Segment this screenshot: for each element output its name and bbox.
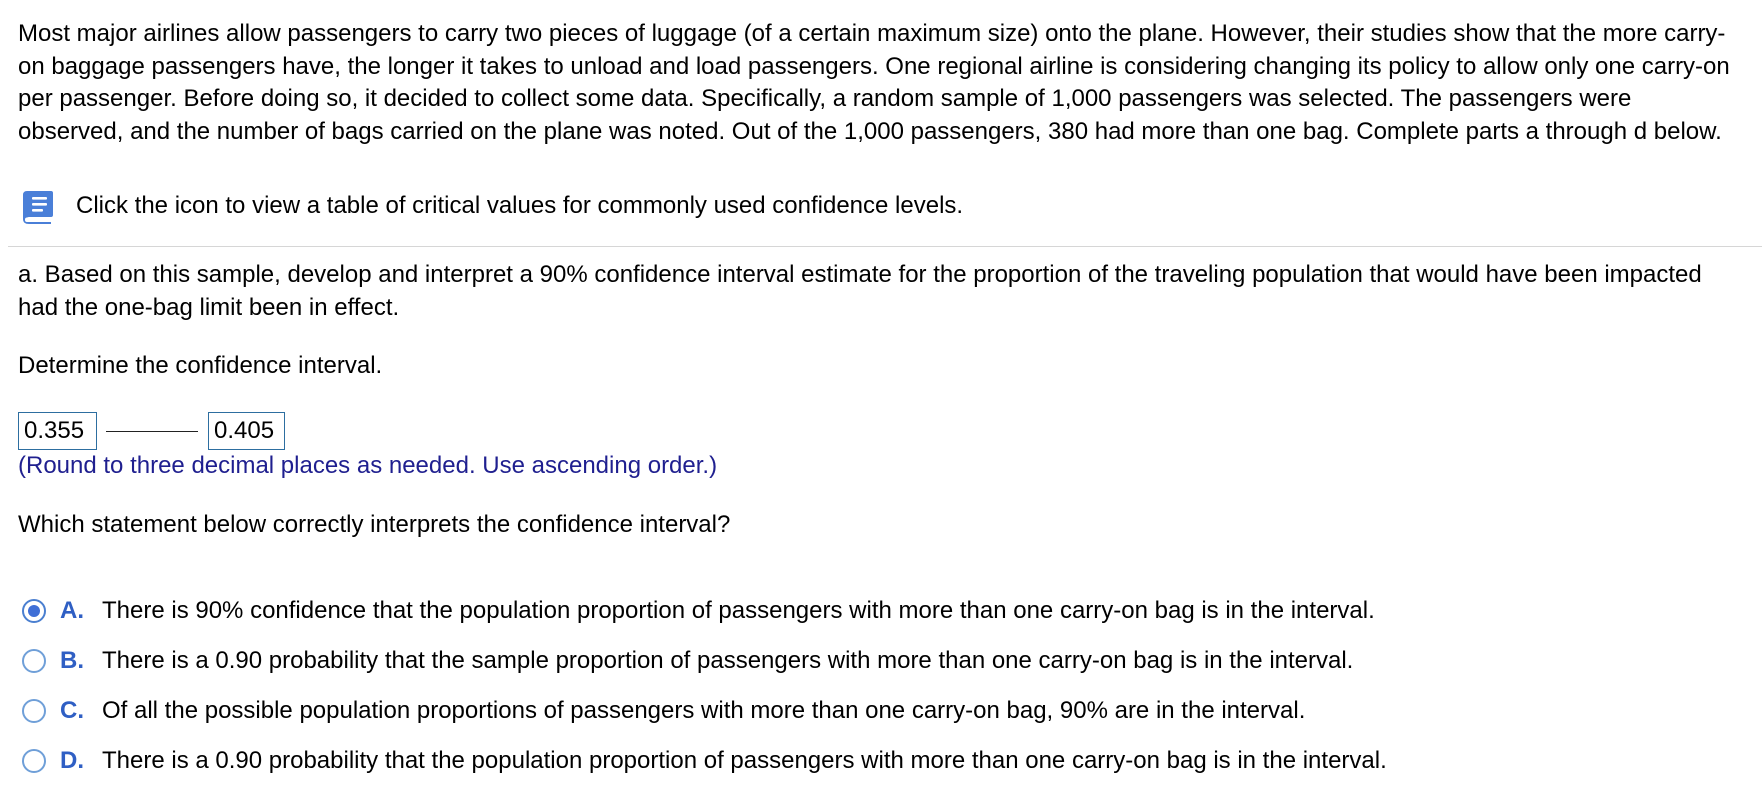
option-c-letter: C.	[60, 697, 84, 724]
option-d-text: There is a 0.90 probability that the population proportion of passengers with more than one carry-on bag is in the interval.	[102, 747, 1387, 774]
confidence-interval-inputs	[18, 412, 285, 450]
book-icon-graphic	[18, 186, 58, 226]
critical-values-link-text: Click the icon to view a table of critical values for commonly used confidence levels.	[76, 192, 964, 219]
option-b-letter: B.	[60, 647, 84, 674]
option-a-letter: A.	[60, 597, 84, 624]
radio-option-a[interactable]	[22, 599, 46, 623]
problem-intro-text: Most major airlines allow passengers to carry two pieces of luggage (of a certain maximum size) onto the plane. However, their studies show that the more carry-on baggage passengers have, the longer it takes to unload and load passengers. One regional airline is considering changing its policy to allow only one carry-on per passenger. Before doing so, it decided to collect some data. Specifically, a random sample of 1,000 passengers was selected. The passengers were observed, and the number of bags carried on the plane was noted. Out of the 1,000 passengers, 380 had more than one bag. Complete parts a through d below.	[18, 20, 1730, 145]
section-divider	[8, 246, 1762, 247]
option-a[interactable]	[22, 586, 1742, 636]
interpretation-options	[22, 586, 1742, 786]
option-a-text: There is 90% confidence that the population proportion of passengers with more than one carry-on bag is in the interval.	[102, 597, 1375, 624]
option-d[interactable]	[22, 736, 1742, 786]
part-a-question: a. Based on this sample, develop and interpret a 90% confidence interval estimate for the proportion of the traveling population that would have been impacted had the one-bag limit been in effect.	[18, 261, 1702, 321]
book-icon[interactable]	[18, 186, 58, 226]
option-c[interactable]	[22, 686, 1742, 736]
interval-lower-input[interactable]: 0.355	[18, 412, 97, 450]
interpretation-prompt: Which statement below correctly interprets the confidence interval?	[18, 511, 731, 538]
option-b-text: There is a 0.90 probability that the sample proportion of passengers with more than one carry-on bag is in the interval.	[102, 647, 1354, 674]
radio-option-b[interactable]	[22, 649, 46, 673]
option-c-text: Of all the possible population proportions of passengers with more than one carry-on bag, 90% are in the interval.	[102, 697, 1306, 724]
interval-upper-input[interactable]: 0.405	[208, 412, 285, 450]
option-d-letter: D.	[60, 747, 84, 774]
radio-option-d[interactable]	[22, 749, 46, 773]
interval-dash	[106, 431, 198, 432]
option-b[interactable]	[22, 636, 1742, 686]
radio-option-c[interactable]	[22, 699, 46, 723]
determine-interval-label: Determine the confidence interval.	[18, 352, 383, 379]
critical-values-link-row	[18, 186, 963, 226]
rounding-hint: (Round to three decimal places as needed. Use ascending order.)	[18, 452, 718, 479]
